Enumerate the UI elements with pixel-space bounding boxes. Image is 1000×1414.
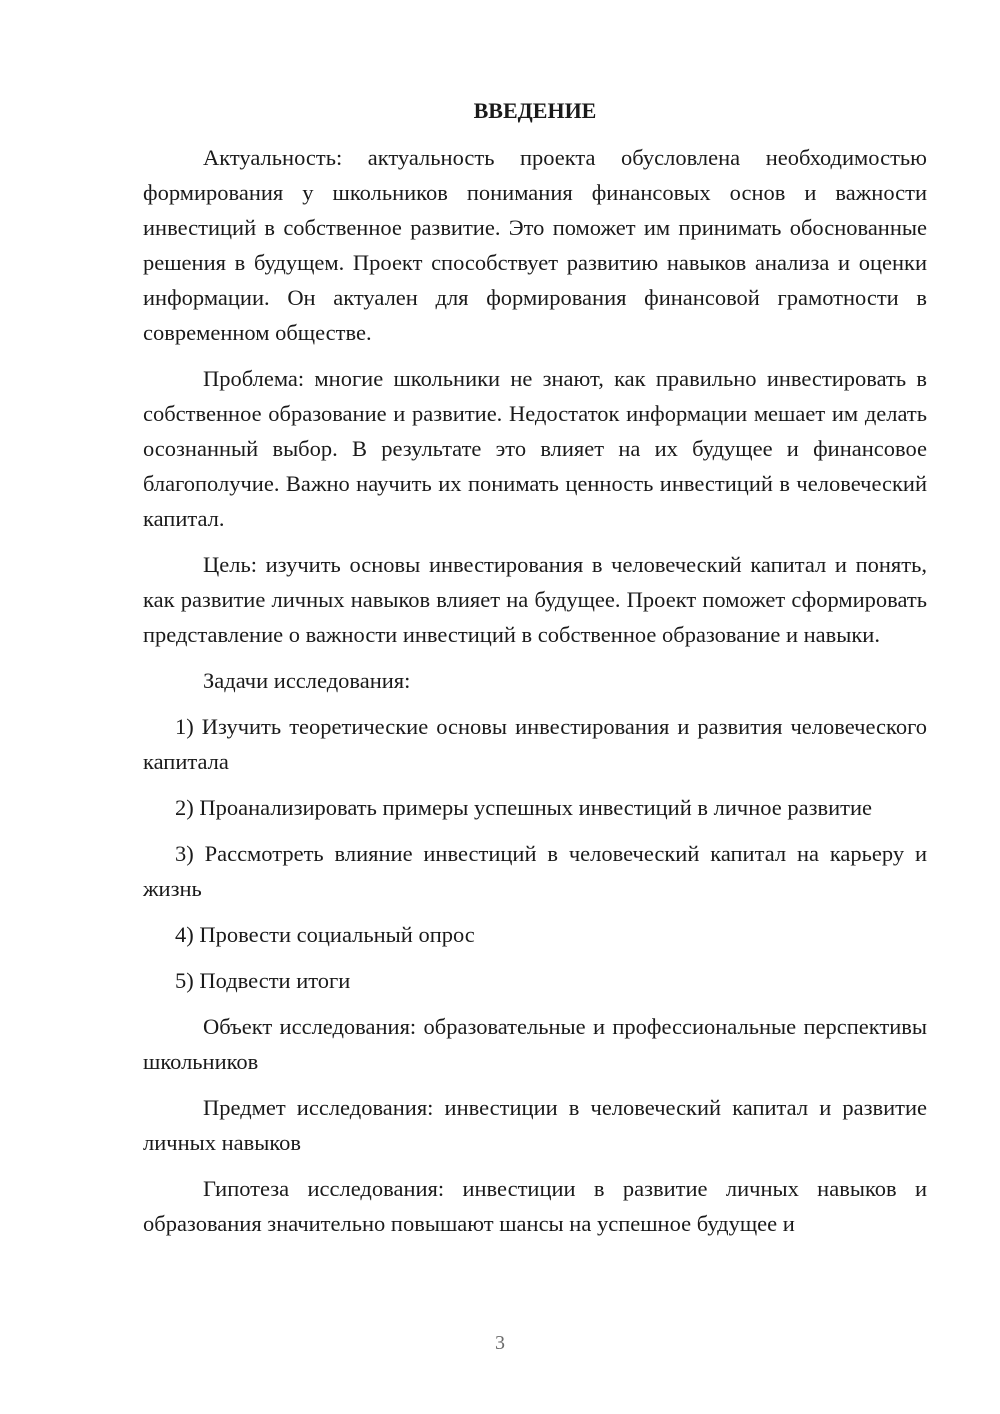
paragraph-problem: Проблема: многие школьники не знают, как правильно инвестировать в собственное образование и развитие. Недостаток информации мешает им делать осознанный выбор. В результате это влияет на их будущее и финансовое благополучие. Важно научить их понимать ценность инвестиций в человеческий капитал. [143,366,927,531]
task-item-2: 2) Проанализировать примеры успешных инвестиций в личное развитие [175,795,873,820]
section-title: ВВЕДЕНИЕ [473,98,597,123]
paragraph-hypothesis: Гипотеза исследования: инвестиции в развитие личных навыков и образования значительно повышают шансы на успешное будущее и [143,1176,927,1236]
task-item-1: 1) Изучить теоретические основы инвестирования и развития человеческого капитала [143,714,927,774]
task-item-4: 4) Провести социальный опрос [175,922,475,947]
tasks-heading: Задачи исследования: [203,668,411,693]
paragraph-relevance: Актуальность: актуальность проекта обусловлена необходимостью формирования у школьников понимания финансовых основ и важности инвестиций в собственное развитие. Это поможет им принимать обоснованные решения в будущем. Проект способствует развитию навыков анализа и оценки информации. Он актуален для формирования финансовой грамотности в современном обществе. [143,145,927,345]
page-number: 3 [495,1332,505,1354]
page-content [143,94,927,1252]
paragraph-goal: Цель: изучить основы инвестирования в человеческий капитал и понять, как развитие личных навыков влияет на будущее. Проект поможет сформировать представление о важности инвестиций в собственное образование и навыки. [143,552,927,647]
paragraph-subject: Предмет исследования: инвестиции в человеческий капитал и развитие личных навыков [143,1095,927,1155]
task-item-5: 5) Подвести итоги [175,968,351,993]
task-item-3: 3) Рассмотреть влияние инвестиций в человеческий капитал на карьеру и жизнь [143,841,927,901]
paragraph-object: Объект исследования: образовательные и профессиональные перспективы школьников [143,1014,927,1074]
